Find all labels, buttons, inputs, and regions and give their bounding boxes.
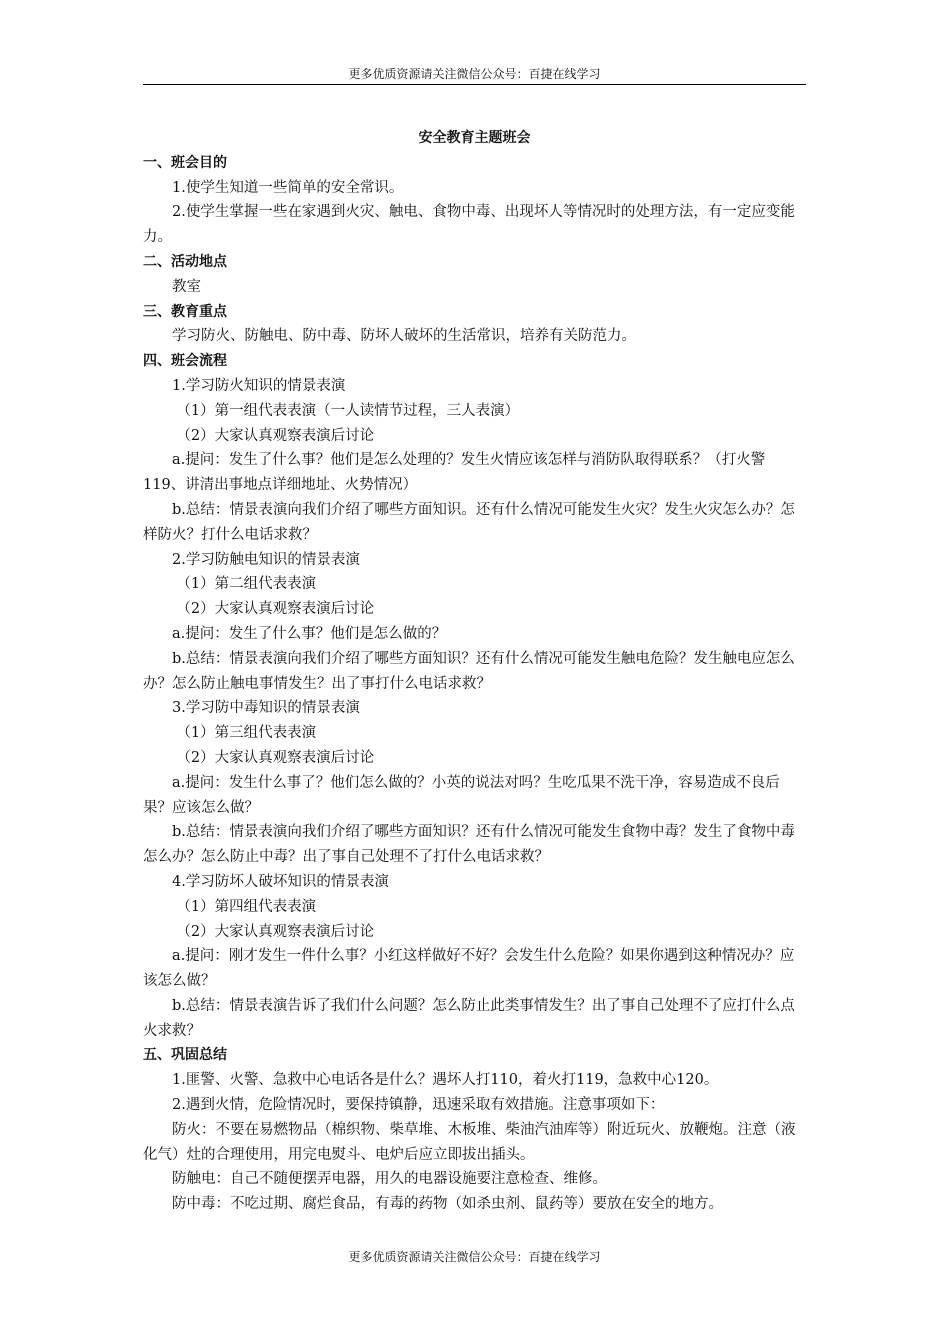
paragraph: （2）大家认真观察表演后讨论 xyxy=(176,601,375,618)
paragraph: b.总结：情景表演向我们介绍了哪些方面知识。还有什么情况可能发生火灾？发生火灾怎么办？怎样防火？打什么电话求救？ xyxy=(143,501,795,543)
paragraph: a.提问：刚才发生一件什么事？小红这样做好不好？会发生什么危险？如果你遇到这种情况办？应该怎么做？ xyxy=(143,948,795,990)
paragraph: a.提问：发生了什么事？他们是怎么做的？ xyxy=(172,625,447,642)
paragraph: （2）大家认真观察表演后讨论 xyxy=(176,427,375,444)
paragraph: 2.使学生掌握一些在家遇到火灾、触电、食物中毒、出现坏人等情况时的处理方法，有一定应变能力。 xyxy=(143,204,795,246)
section-heading: 三、教育重点 xyxy=(143,303,227,320)
document-title: 安全教育主题班会 xyxy=(418,130,531,146)
paragraph: （1）第二组代表表演 xyxy=(176,576,317,593)
paragraph: （2）大家认真观察表演后讨论 xyxy=(176,749,375,766)
paragraph: 防触电：自己不随便摆弄电器，用久的电器设施要注意检查、维修。 xyxy=(172,1171,607,1188)
paragraph: （1）第一组代表表演（一人读情节过程，三人表演） xyxy=(176,402,520,419)
paragraph: （1）第四组代表表演 xyxy=(176,898,317,915)
paragraph: 2.遇到火情，危险情况时，要保持镇静，迅速采取有效措施。注意事项如下： xyxy=(172,1097,665,1114)
section-heading: 一、班会目的 xyxy=(143,154,227,171)
paragraph: 防火：不要在易燃物品（棉织物、柴草堆、木板堆、柴油汽油库等）附近玩火、放鞭炮。注意（液化气）灶的合理使用，用完电熨斗、电炉后应立即拔出插头。 xyxy=(143,1121,796,1163)
paragraph: 2.学习防触电知识的情景表演 xyxy=(172,551,360,568)
page-header-text: 更多优质资源请关注微信公众号：百捷在线学习 xyxy=(348,67,601,81)
section-location xyxy=(143,250,806,300)
page-footer-text: 更多优质资源请关注微信公众号：百捷在线学习 xyxy=(348,1250,601,1264)
section-summary xyxy=(143,1043,806,1217)
section-heading: 二、活动地点 xyxy=(143,253,227,270)
paragraph: 1.使学生知道一些简单的安全常识。 xyxy=(172,179,404,196)
paragraph: b.总结：情景表演告诉了我们什么问题？怎么防止此类事情发生？出了事自己处理不了应打什么点火求救？ xyxy=(143,997,795,1039)
paragraph: （2）大家认真观察表演后讨论 xyxy=(176,923,375,940)
paragraph: 4.学习防坏人破坏知识的情景表演 xyxy=(172,873,389,890)
section-heading: 四、班会流程 xyxy=(143,353,227,370)
paragraph: 学习防火、防触电、防中毒、防坏人破坏的生活常识，培养有关防范力。 xyxy=(172,328,636,345)
paragraph: 防中毒：不吃过期、腐烂食品，有毒的药物（如杀虫剂、鼠药等）要放在安全的地方。 xyxy=(172,1196,723,1213)
paragraph: 1.匪警、火警、急救中心电话各是什么？遇坏人打110，着火打119，急救中心120。 xyxy=(172,1072,719,1089)
header-divider xyxy=(143,84,806,85)
section-purpose xyxy=(143,151,806,250)
section-focus xyxy=(143,300,806,350)
paragraph: b.总结：情景表演向我们介绍了哪些方面知识？还有什么情况可能发生触电危险？发生触电应怎么办？怎么防止触电事情发生？出了事打什么电话求救？ xyxy=(143,650,795,692)
section-heading: 五、巩固总结 xyxy=(143,1047,227,1064)
paragraph: 教室 xyxy=(172,278,201,295)
paragraph: 3.学习防中毒知识的情景表演 xyxy=(172,700,360,717)
paragraph: a.提问：发生什么事了？他们怎么做的？小英的说法对吗？生吃瓜果不洗干净，容易造成不良后果？应该怎么做？ xyxy=(143,774,780,816)
section-procedure xyxy=(143,349,806,1043)
paragraph: （1）第三组代表表演 xyxy=(176,725,317,742)
paragraph: a.提问：发生了什么事？他们是怎么处理的？发生火情应该怎样与消防队取得联系？（打火警119、讲清出事地点详细地址、火势情况） xyxy=(143,452,766,494)
paragraph: b.总结：情景表演向我们介绍了哪些方面知识？还有什么情况可能发生食物中毒？发生了食物中毒怎么办？怎么防止中毒？出了事自己处理不了打什么电话求救？ xyxy=(143,824,795,866)
document-body xyxy=(143,126,806,1217)
paragraph: 1.学习防火知识的情景表演 xyxy=(172,377,346,394)
